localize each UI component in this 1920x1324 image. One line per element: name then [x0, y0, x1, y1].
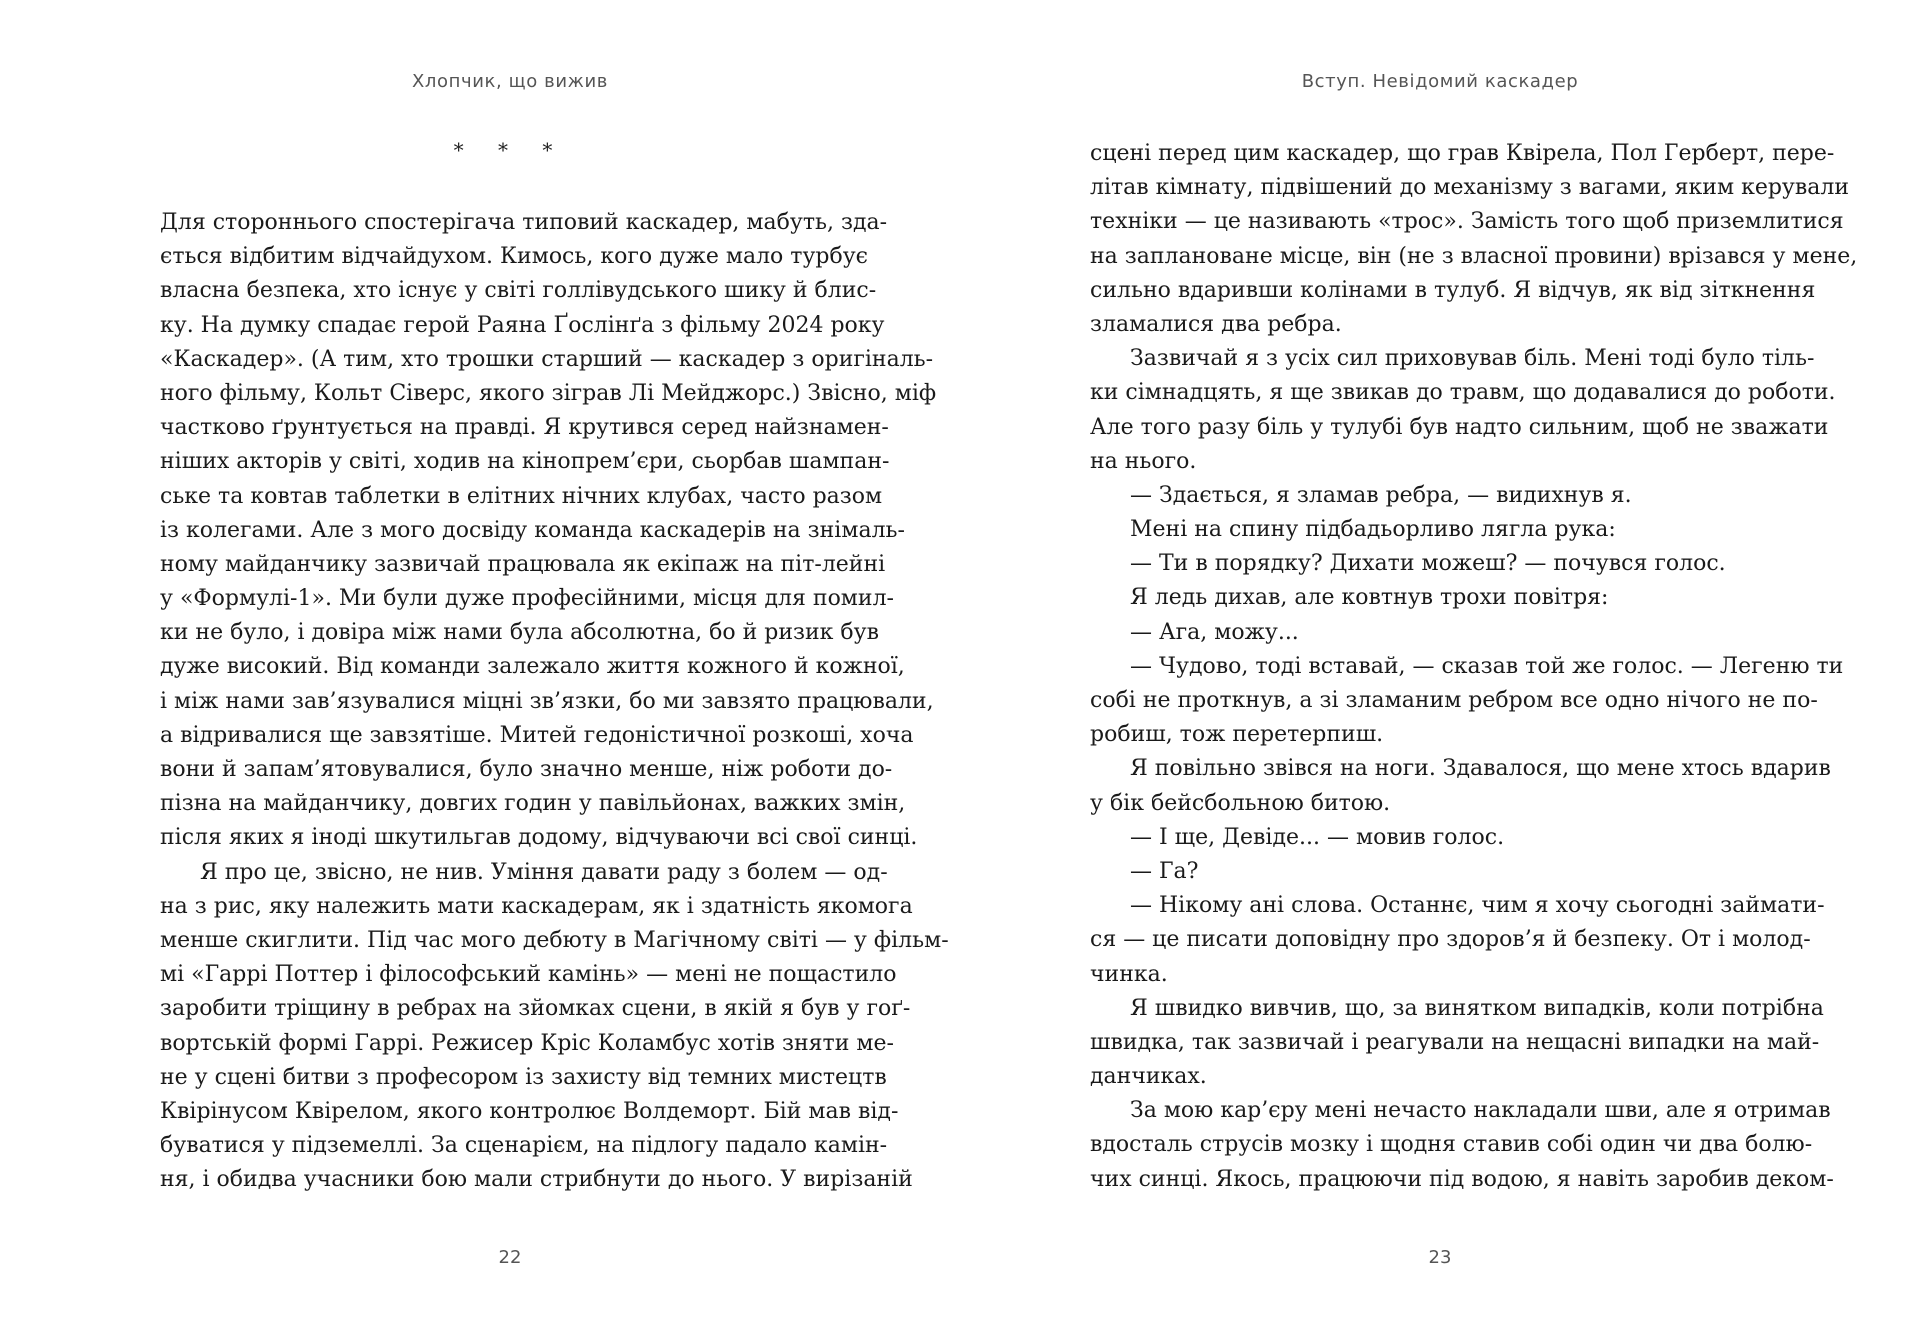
text-line: Я швидко вивчив, що, за винятком випадків, коли потрібна — [1130, 995, 1824, 1021]
text-line: ки сімнадцять, я ще звикав до травм, що додавалися до роботи. — [1090, 380, 1836, 406]
text-line: менше скиглити. Під час мого дебюту в Магічному світі — у фільм- — [160, 927, 949, 953]
scene-break: * * * — [453, 138, 567, 162]
text-line: — Чудово, тоді вставай, — сказав той же голос. — Легеню ти — [1130, 653, 1844, 679]
text-line: літав кімнату, підвішений до механізму з вагами, яким керували — [1090, 175, 1849, 201]
text-line: данчиках. — [1090, 1064, 1207, 1090]
text-line: не у сцені битви з професором із захисту від темних мистецтв — [160, 1064, 887, 1090]
text-line: у «Формулі-1». Ми були дуже професійними, місця для помил- — [160, 586, 894, 612]
text-line: вдосталь струсів мозку і щодня ставив собі один чи два болю- — [1090, 1132, 1813, 1158]
text-line: Я ледь дихав, але ковтнув трохи повітря: — [1130, 585, 1609, 611]
right-page — [1090, 0, 1858, 1324]
text-line: — Ти в порядку? Дихати можеш? — почувся голос. — [1130, 551, 1726, 577]
text-line: із колегами. Але з мого досвіду команда каскадерів на знімаль- — [160, 517, 905, 543]
text-line: вони й запам’ятовувалися, було значно менше, ніж роботи до- — [160, 757, 893, 782]
page-number: 23 — [1428, 1247, 1452, 1268]
body-text — [160, 206, 949, 1197]
text-line: власна безпека, хто існує у світі голлівудського шику й блис- — [160, 278, 877, 304]
text-line: ки не було, і довіра між нами була абсолютна, бо й ризик був — [160, 620, 879, 646]
text-line: — Нікому ані слова. Останнє, чим я хочу сьогодні займати- — [1130, 893, 1825, 919]
text-line: — Ага, можу... — [1130, 619, 1299, 645]
text-line: пізна на майданчику, довгих годин у павільйонах, важких змін, — [160, 791, 906, 817]
text-line: — Здається, я зламав ребра, — видихнув я. — [1130, 482, 1632, 508]
text-line: Я повільно звівся на ноги. Здавалося, що мене хтось вдарив — [1130, 756, 1831, 782]
text-line: Але того разу біль у тулубі був надто сильним, щоб не зважати — [1090, 414, 1829, 440]
text-line: зламалися два ребра. — [1090, 311, 1342, 337]
text-line: — І ще, Девіде... — мовив голос. — [1130, 824, 1505, 850]
text-line: техніки — це називають «трос». Замість того щоб приземлитися — [1090, 209, 1844, 235]
text-line: чинка. — [1090, 961, 1168, 987]
text-line: Зазвичай я з усіх сил приховував біль. Мені тоді було тіль- — [1130, 346, 1815, 372]
text-line: на нього. — [1090, 448, 1197, 474]
text-line: заробити тріщину в ребрах на зйомках сцени, в якій я був у гоґ- — [160, 996, 911, 1022]
text-line: дуже високий. Від команди залежало життя кожного й кожної, — [160, 654, 905, 680]
text-line: Для стороннього спостерігача типовий каскадер, мабуть, зда- — [160, 210, 888, 235]
text-line: Квірінусом Квірелом, якого контролює Волдеморт. Бій мав від- — [160, 1098, 899, 1124]
text-line: ніших акторів у світі, ходив на кінопрем’єри, сьорбав шампан- — [160, 449, 890, 475]
text-line: буватися у підземеллі. За сценарієм, на підлогу падало камін- — [160, 1133, 888, 1159]
text-line: ня, і обидва учасники бою мали стрибнути до нього. У вирізаній — [160, 1167, 913, 1193]
text-line: ється відбитим відчайдухом. Кимось, кого дуже мало турбує — [160, 244, 868, 270]
text-line: швидка, так зазвичай і реагували на нещасні випадки на май- — [1090, 1029, 1820, 1055]
page-number: 22 — [498, 1247, 522, 1268]
text-line: робиш, тож перетерпиш. — [1090, 722, 1384, 748]
text-line: — Га? — [1130, 858, 1199, 884]
text-line: у бік бейсбольною битою. — [1090, 790, 1391, 816]
text-line: За мою кар’єру мені нечасто накладали шви, але я отримав — [1130, 1098, 1831, 1124]
text-line: і між нами зав’язувалися міцні зв’язки, бо ми завзято працювали, — [160, 688, 934, 714]
running-head: Вступ. Невідомий каскадер — [1301, 71, 1579, 92]
text-line: на заплановане місце, він (не з власної провини) врізався у мене, — [1090, 243, 1858, 269]
text-line: чих синці. Якось, працюючи під водою, я навіть заробив деком- — [1090, 1166, 1834, 1192]
text-line: сцені перед цим каскадер, що грав Квірела, Пол Герберт, пере- — [1090, 141, 1835, 166]
text-line: Я про це, звісно, не нив. Уміння давати раду з болем — од- — [200, 859, 888, 885]
text-line: на з рис, яку належить мати каскадерам, як і здатність якомога — [160, 893, 913, 919]
text-line: після яких я іноді шкутильгав додому, відчуваючи всі свої синці. — [160, 825, 918, 851]
text-line: частково ґрунтується на правді. Я крутився серед найзнамен- — [160, 415, 889, 441]
text-line: «Каскадер». (А тим, хто трошки старший — каскадер з оригіналь- — [160, 346, 934, 372]
text-line: сильно вдаривши колінами в тулуб. Я відчув, як від зіткнення — [1090, 277, 1816, 303]
text-line: вортській формі Гаррі. Режисер Кріс Коламбус хотів зняти ме- — [160, 1030, 894, 1056]
text-line: мі «Гаррі Поттер і філософський камінь» — мені не пощастило — [160, 962, 897, 988]
text-line: Мені на спину підбадьорливо лягла рука: — [1130, 517, 1616, 543]
body-text — [1090, 137, 1858, 1197]
text-line: а відривалися ще завзятіше. Митей гедоністичної розкоші, хоча — [160, 722, 914, 748]
text-line: ся — це писати доповідну про здоров’я й безпеку. От і молод- — [1090, 927, 1811, 953]
text-line: ку. На думку спадає герой Раяна Ґослінґа з фільму 2024 року — [160, 312, 885, 338]
left-page — [160, 0, 949, 1324]
text-line: ного фільму, Кольт Сіверс, якого зіграв Лі Мейджорс.) Звісно, міф — [160, 380, 937, 406]
running-head: Хлопчик, що вижив — [412, 71, 608, 92]
text-line: ське та ковтав таблетки в елітних нічних клубах, часто разом — [160, 483, 883, 509]
text-line: ному майданчику зазвичай працювала як екіпаж на піт-лейні — [160, 551, 886, 577]
text-line: собі не проткнув, а зі зламаним ребром все одно нічого не по- — [1090, 688, 1818, 713]
